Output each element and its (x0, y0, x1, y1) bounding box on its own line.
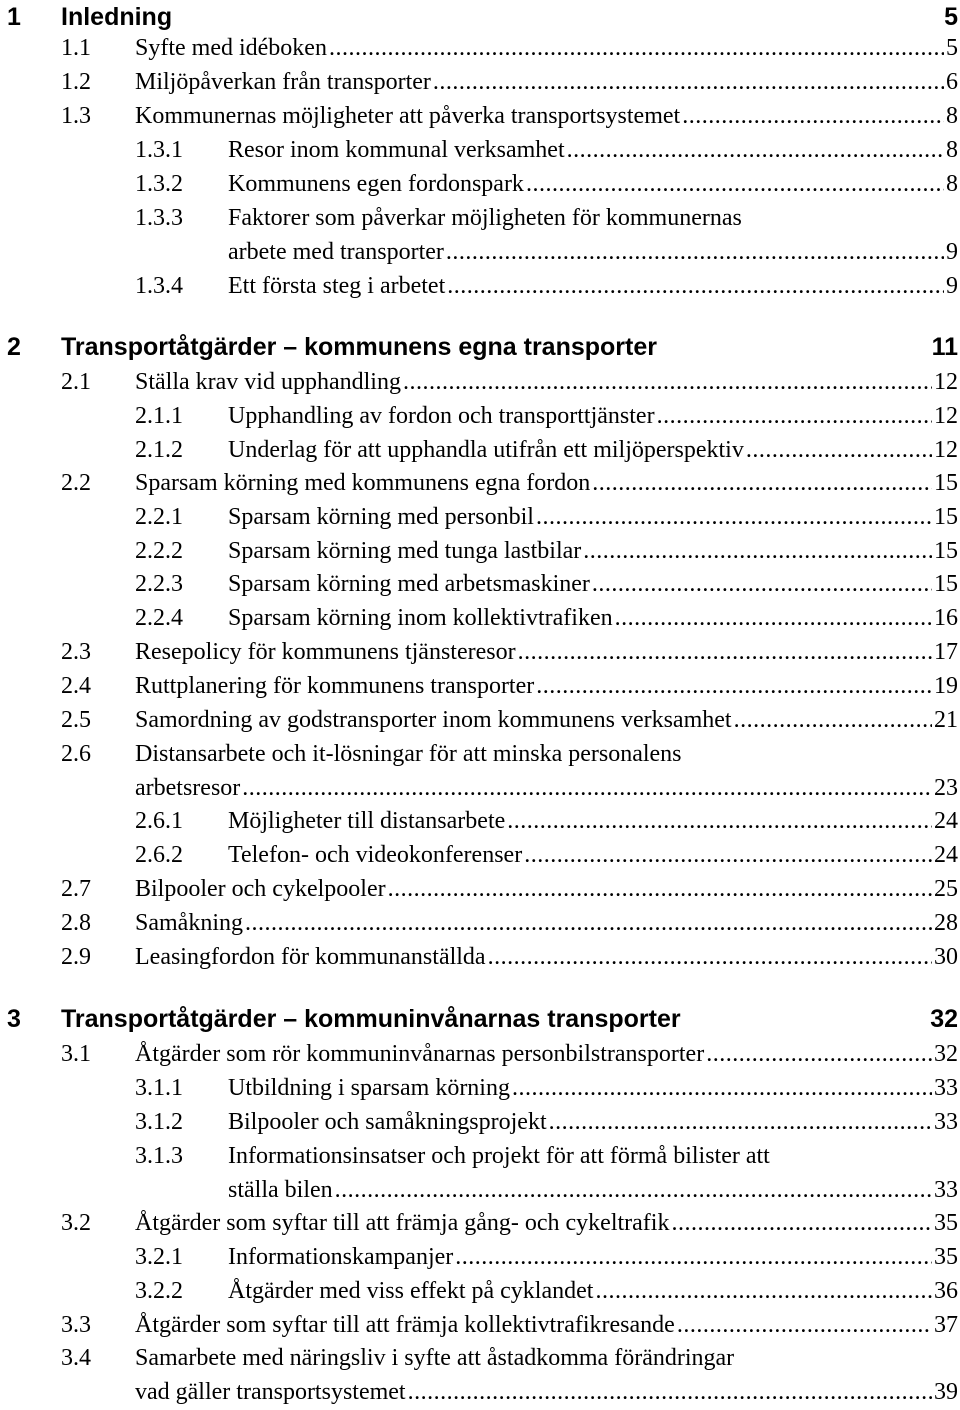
chapter-page-number: 11 (931, 333, 958, 361)
section-title: Sparsam körning inom kollektivtrafiken (228, 605, 613, 631)
dot-leader (446, 235, 944, 269)
toc-subsection[interactable] (0, 201, 958, 235)
section-title: Sparsam körning med kommunens egna fordon (135, 470, 591, 496)
toc-section[interactable] (0, 65, 958, 99)
section-number: 3.3 (61, 1312, 91, 1338)
section-title: Resor inom kommunal verksamhet (228, 137, 565, 163)
section-number: 1.3.2 (135, 171, 183, 197)
page-number: 33 (934, 1177, 958, 1203)
toc-entry-row (135, 1308, 958, 1342)
page-number: 25 (934, 876, 958, 902)
chapter-number: 2 (7, 333, 21, 361)
section-number: 1.3 (61, 103, 91, 129)
section-title: Samarbete med näringsliv i syfte att åstadkomma förändringar (135, 1345, 735, 1371)
dot-leader (746, 433, 932, 467)
section-number: 3.4 (61, 1345, 91, 1371)
toc-subsection[interactable] (0, 1105, 958, 1139)
toc-entry-row (135, 703, 958, 737)
section-number: 3.2 (61, 1210, 91, 1236)
section-number: 1.3.4 (135, 273, 183, 299)
toc-section[interactable] (0, 669, 958, 703)
chapter-page-number: 32 (930, 1005, 958, 1033)
dot-leader (524, 838, 932, 872)
page-number: 32 (934, 1041, 958, 1067)
toc-entry-row (135, 466, 958, 500)
toc-section[interactable] (0, 1206, 958, 1240)
page-number: 12 (934, 403, 958, 429)
page-number: 28 (934, 910, 958, 936)
page-number: 15 (934, 538, 958, 564)
page-number: 23 (934, 775, 958, 801)
toc-subsection[interactable] (0, 567, 958, 601)
dot-leader (671, 1206, 932, 1240)
page-number: 24 (934, 842, 958, 868)
dot-leader (706, 1037, 932, 1071)
section-number: 3.2.2 (135, 1278, 183, 1304)
dot-leader (388, 872, 932, 906)
page-number: 37 (934, 1312, 958, 1338)
page-number: 12 (934, 437, 958, 463)
page-number: 5 (946, 35, 958, 61)
section-title: Kommunens egen fordonspark (228, 171, 524, 197)
toc-entry-continuation (0, 1375, 958, 1409)
section-title: Miljöpåverkan från transporter (135, 69, 431, 95)
page-number: 9 (946, 273, 958, 299)
dot-leader (583, 534, 932, 568)
section-title: Ruttplanering för kommunens transporter (135, 673, 535, 699)
section-title: Sparsam körning med arbetsmaskiner (228, 571, 590, 597)
toc-entry-row (135, 99, 958, 133)
toc-entry-row (228, 1105, 958, 1139)
chapter-number: 1 (7, 3, 21, 31)
toc-section[interactable] (0, 635, 958, 669)
toc-subsection[interactable] (0, 500, 958, 534)
section-title-continuation: arbetsresor (135, 775, 241, 801)
toc-entry-row (228, 1274, 958, 1308)
section-title: Informationskampanjer (228, 1244, 454, 1270)
dot-leader (488, 940, 932, 974)
section-title: Ett första steg i arbetet (228, 273, 446, 299)
toc-entry-row (135, 1206, 958, 1240)
chapter-number: 3 (7, 1005, 21, 1033)
section-title: Ställa krav vid upphandling (135, 369, 401, 395)
page-number: 15 (934, 571, 958, 597)
section-title: Telefon- och videokonferenser (228, 842, 523, 868)
page-number: 24 (934, 808, 958, 834)
toc-entry-continuation (0, 1173, 958, 1207)
toc-entry-row (135, 1375, 958, 1409)
page-number: 9 (946, 239, 958, 265)
section-title: Åtgärder som syftar till att främja gång- och cykeltrafik (135, 1210, 670, 1236)
page-number: 33 (934, 1075, 958, 1101)
page-number: 17 (934, 639, 958, 665)
section-number: 2.3 (61, 639, 91, 665)
toc-chapter[interactable] (0, 1002, 960, 1036)
section-title: Sparsam körning med personbil (228, 504, 534, 530)
toc-entry-row (135, 31, 958, 65)
dot-leader (403, 365, 932, 399)
section-title: Informationsinsatser och projekt för att förmå bilister att (228, 1143, 770, 1169)
toc-subsection[interactable] (0, 399, 958, 433)
toc-subsection[interactable] (0, 1139, 958, 1173)
dot-leader (242, 771, 932, 805)
dot-leader (526, 167, 944, 201)
dot-leader (677, 1308, 932, 1342)
toc-section[interactable] (0, 906, 958, 940)
toc-section[interactable] (0, 365, 958, 399)
section-number: 2.5 (61, 707, 91, 733)
toc-subsection[interactable] (0, 1240, 958, 1274)
dot-leader (549, 1105, 932, 1139)
section-title-continuation: vad gäller transportsystemet (135, 1379, 406, 1405)
section-title: Utbildning i sparsam körning (228, 1075, 510, 1101)
toc-entry-row (228, 235, 958, 269)
chapter-title: Transportåtgärder – kommunens egna transporter (61, 333, 657, 361)
toc-entry-row (135, 635, 958, 669)
section-number: 1.1 (61, 35, 91, 61)
section-number: 1.2 (61, 69, 91, 95)
page-number: 16 (934, 605, 958, 631)
dot-leader (245, 906, 932, 940)
toc-section[interactable] (0, 466, 958, 500)
section-number: 3.1.3 (135, 1143, 183, 1169)
section-title: Möjligheter till distansarbete (228, 808, 506, 834)
toc-chapter[interactable] (0, 330, 960, 364)
section-number: 2.2.2 (135, 538, 183, 564)
toc-entry-row (135, 65, 958, 99)
section-number: 2.6.2 (135, 842, 183, 868)
dot-leader (592, 567, 932, 601)
chapter-title: Inledning (61, 3, 173, 31)
dot-leader (592, 466, 932, 500)
page-number: 21 (934, 707, 958, 733)
section-number: 2.6.1 (135, 808, 183, 834)
toc-section[interactable] (0, 872, 958, 906)
dot-leader (536, 669, 932, 703)
dot-leader (682, 99, 944, 133)
page-number: 39 (934, 1379, 958, 1405)
page-number: 35 (934, 1210, 958, 1236)
dot-leader (567, 133, 944, 167)
section-title: Syfte med idéboken (135, 35, 327, 61)
section-title: Kommunernas möjligheter att påverka transportsystemet (135, 103, 681, 129)
section-title: Faktorer som påverkar möjligheten för kommunernas (228, 205, 742, 231)
toc-subsection[interactable] (0, 534, 958, 568)
page-number: 35 (934, 1244, 958, 1270)
section-number: 2.9 (61, 944, 91, 970)
toc-entry-row (228, 500, 958, 534)
section-number: 2.6 (61, 741, 91, 767)
section-title: Åtgärder med viss effekt på cyklandet (228, 1278, 594, 1304)
page-number: 6 (946, 69, 958, 95)
toc-entry-row (228, 534, 958, 568)
section-title: Samåkning (135, 910, 243, 936)
section-number: 3.2.1 (135, 1244, 183, 1270)
page-number: 33 (934, 1109, 958, 1135)
toc-entry-continuation (0, 771, 958, 805)
toc-section[interactable] (0, 1037, 958, 1071)
toc-entry-row (228, 1173, 958, 1207)
page-number: 12 (934, 369, 958, 395)
dot-leader (447, 269, 944, 303)
section-number: 2.1.2 (135, 437, 183, 463)
toc-entry-row (135, 872, 958, 906)
toc-section[interactable] (0, 1308, 958, 1342)
page-number: 8 (946, 137, 958, 163)
toc-entry-row (228, 567, 958, 601)
section-number: 2.2.1 (135, 504, 183, 530)
section-number: 3.1.2 (135, 1109, 183, 1135)
dot-leader (657, 399, 932, 433)
dot-leader (615, 601, 932, 635)
toc-entry-row (135, 365, 958, 399)
toc-section[interactable] (0, 940, 958, 974)
toc-section[interactable] (0, 703, 958, 737)
toc-subsection[interactable] (0, 269, 958, 303)
toc-subsection[interactable] (0, 433, 958, 467)
section-title-continuation: ställa bilen (228, 1177, 333, 1203)
section-number: 1.3.3 (135, 205, 183, 231)
toc-chapter[interactable] (0, 0, 960, 34)
toc-subsection[interactable] (0, 1274, 958, 1308)
section-number: 2.1 (61, 369, 91, 395)
page-number: 15 (934, 504, 958, 530)
dot-leader (335, 1173, 932, 1207)
dot-leader (329, 31, 944, 65)
toc-subsection[interactable] (0, 167, 958, 201)
toc-section[interactable] (0, 737, 958, 771)
toc-subsection[interactable] (0, 601, 958, 635)
section-title: Underlag för att upphandla utifrån ett miljöperspektiv (228, 437, 744, 463)
chapter-title: Transportåtgärder – kommuninvånarnas transporter (61, 1005, 681, 1033)
section-number: 2.8 (61, 910, 91, 936)
chapter-page-number: 5 (944, 3, 958, 31)
toc-entry-row (228, 167, 958, 201)
section-number: 3.1.1 (135, 1075, 183, 1101)
section-title: Resepolicy för kommunens tjänsteresor (135, 639, 516, 665)
page-number: 8 (946, 103, 958, 129)
page-number: 36 (934, 1278, 958, 1304)
section-title-continuation: arbete med transporter (228, 239, 444, 265)
section-title: Distansarbete och it-lösningar för att minska personalens (135, 741, 682, 767)
dot-leader (518, 635, 932, 669)
toc-subsection[interactable] (0, 1071, 958, 1105)
toc-entry-row (135, 669, 958, 703)
toc-subsection[interactable] (0, 838, 958, 872)
toc-entry-row (228, 601, 958, 635)
section-title: Bilpooler och samåkningsprojekt (228, 1109, 547, 1135)
toc-entry-row (228, 1240, 958, 1274)
section-title: Sparsam körning med tunga lastbilar (228, 538, 582, 564)
dot-leader (734, 703, 932, 737)
section-number: 2.4 (61, 673, 91, 699)
toc-entry-row (135, 771, 958, 805)
section-number: 2.2.3 (135, 571, 183, 597)
section-title: Samordning av godstransporter inom kommunens verksamhet (135, 707, 732, 733)
dot-leader (512, 1071, 932, 1105)
section-title: Åtgärder som syftar till att främja kollektivtrafikresande (135, 1312, 675, 1338)
toc-subsection[interactable] (0, 133, 958, 167)
section-title: Leasingfordon för kommunanställda (135, 944, 486, 970)
section-number: 2.2.4 (135, 605, 183, 631)
section-title: Åtgärder som rör kommuninvånarnas personbilstransporter (135, 1041, 705, 1067)
dot-leader (455, 1240, 932, 1274)
section-number: 2.2 (61, 470, 91, 496)
toc-entry-row (228, 838, 958, 872)
toc-entry-row (228, 433, 958, 467)
dot-leader (507, 804, 932, 838)
section-number: 1.3.1 (135, 137, 183, 163)
toc-entry-row (135, 1037, 958, 1071)
page-number: 30 (934, 944, 958, 970)
toc-entry-row (228, 1071, 958, 1105)
dot-leader (536, 500, 932, 534)
toc-entry-continuation (0, 235, 958, 269)
toc-section[interactable] (0, 99, 958, 133)
toc-subsection[interactable] (0, 804, 958, 838)
section-title: Bilpooler och cykelpooler (135, 876, 386, 902)
toc-entry-row (228, 269, 958, 303)
toc-section[interactable] (0, 1341, 958, 1375)
toc-entry-row (135, 906, 958, 940)
section-number: 2.7 (61, 876, 91, 902)
page-number: 15 (934, 470, 958, 496)
section-title: Upphandling av fordon och transporttjänster (228, 403, 655, 429)
toc-entry-row (135, 940, 958, 974)
dot-leader (433, 65, 944, 99)
page-number: 19 (934, 673, 958, 699)
toc-entry-row (228, 399, 958, 433)
dot-leader (595, 1274, 932, 1308)
toc-entry-row (228, 133, 958, 167)
toc-entry-row (228, 804, 958, 838)
section-number: 3.1 (61, 1041, 91, 1067)
page-number: 8 (946, 171, 958, 197)
section-number: 2.1.1 (135, 403, 183, 429)
dot-leader (408, 1375, 932, 1409)
toc-section[interactable] (0, 31, 958, 65)
